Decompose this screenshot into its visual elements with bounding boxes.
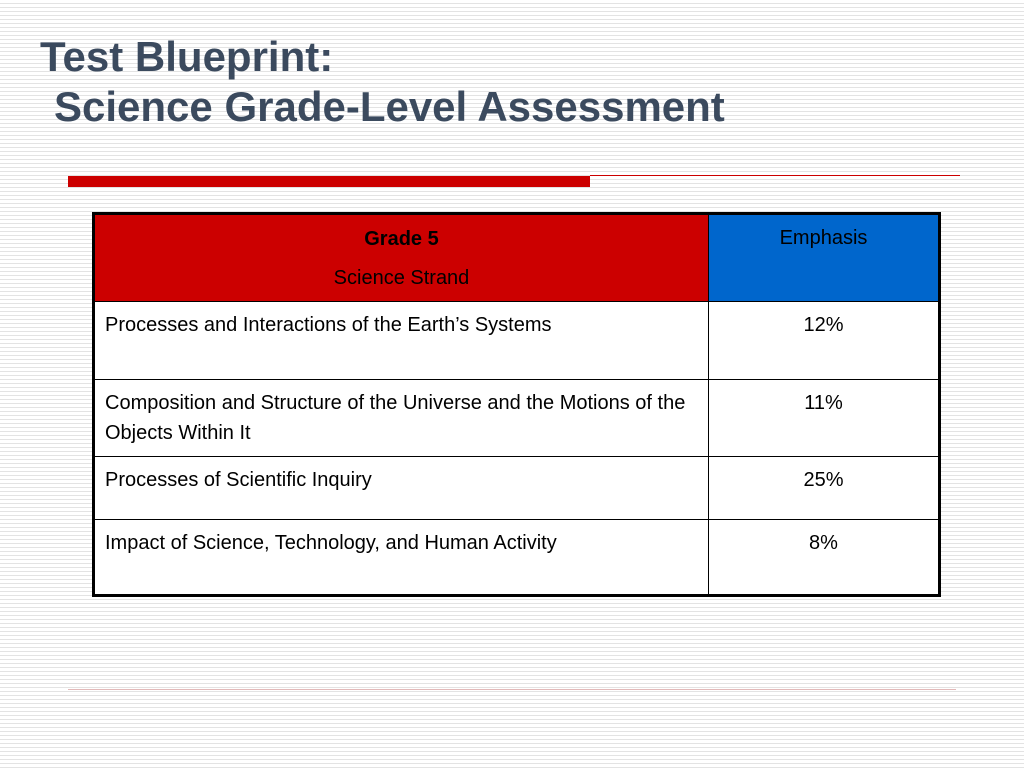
strand-cell: Composition and Structure of the Universe and the Motions of the Objects Within It	[94, 380, 709, 457]
emphasis-column-header: Emphasis	[709, 214, 940, 302]
grade-label: Grade 5	[364, 228, 439, 250]
table-row	[94, 380, 940, 457]
header-strand-cell	[94, 214, 709, 302]
strand-cell: Processes of Scientific Inquiry	[94, 457, 709, 520]
emphasis-cell: 8%	[709, 520, 940, 596]
table-header-row	[94, 214, 940, 302]
table-row	[94, 520, 940, 596]
table-row	[94, 457, 940, 520]
slide-title	[40, 32, 725, 132]
title-underline-bar	[68, 176, 590, 187]
table-row	[94, 302, 940, 380]
title-line-2: Science Grade-Level Assessment	[54, 83, 725, 130]
strand-cell: Impact of Science, Technology, and Human Activity	[94, 520, 709, 596]
emphasis-cell: 25%	[709, 457, 940, 520]
title-underline-rule	[590, 175, 960, 176]
blueprint-table	[92, 212, 941, 597]
strand-cell: Processes and Interactions of the Earth’s Systems	[94, 302, 709, 380]
title-line-1: Test Blueprint:	[40, 33, 334, 80]
emphasis-cell: 11%	[709, 380, 940, 457]
emphasis-cell: 12%	[709, 302, 940, 380]
footer-divider	[68, 689, 956, 690]
strand-column-header: Science Strand	[333, 267, 470, 289]
